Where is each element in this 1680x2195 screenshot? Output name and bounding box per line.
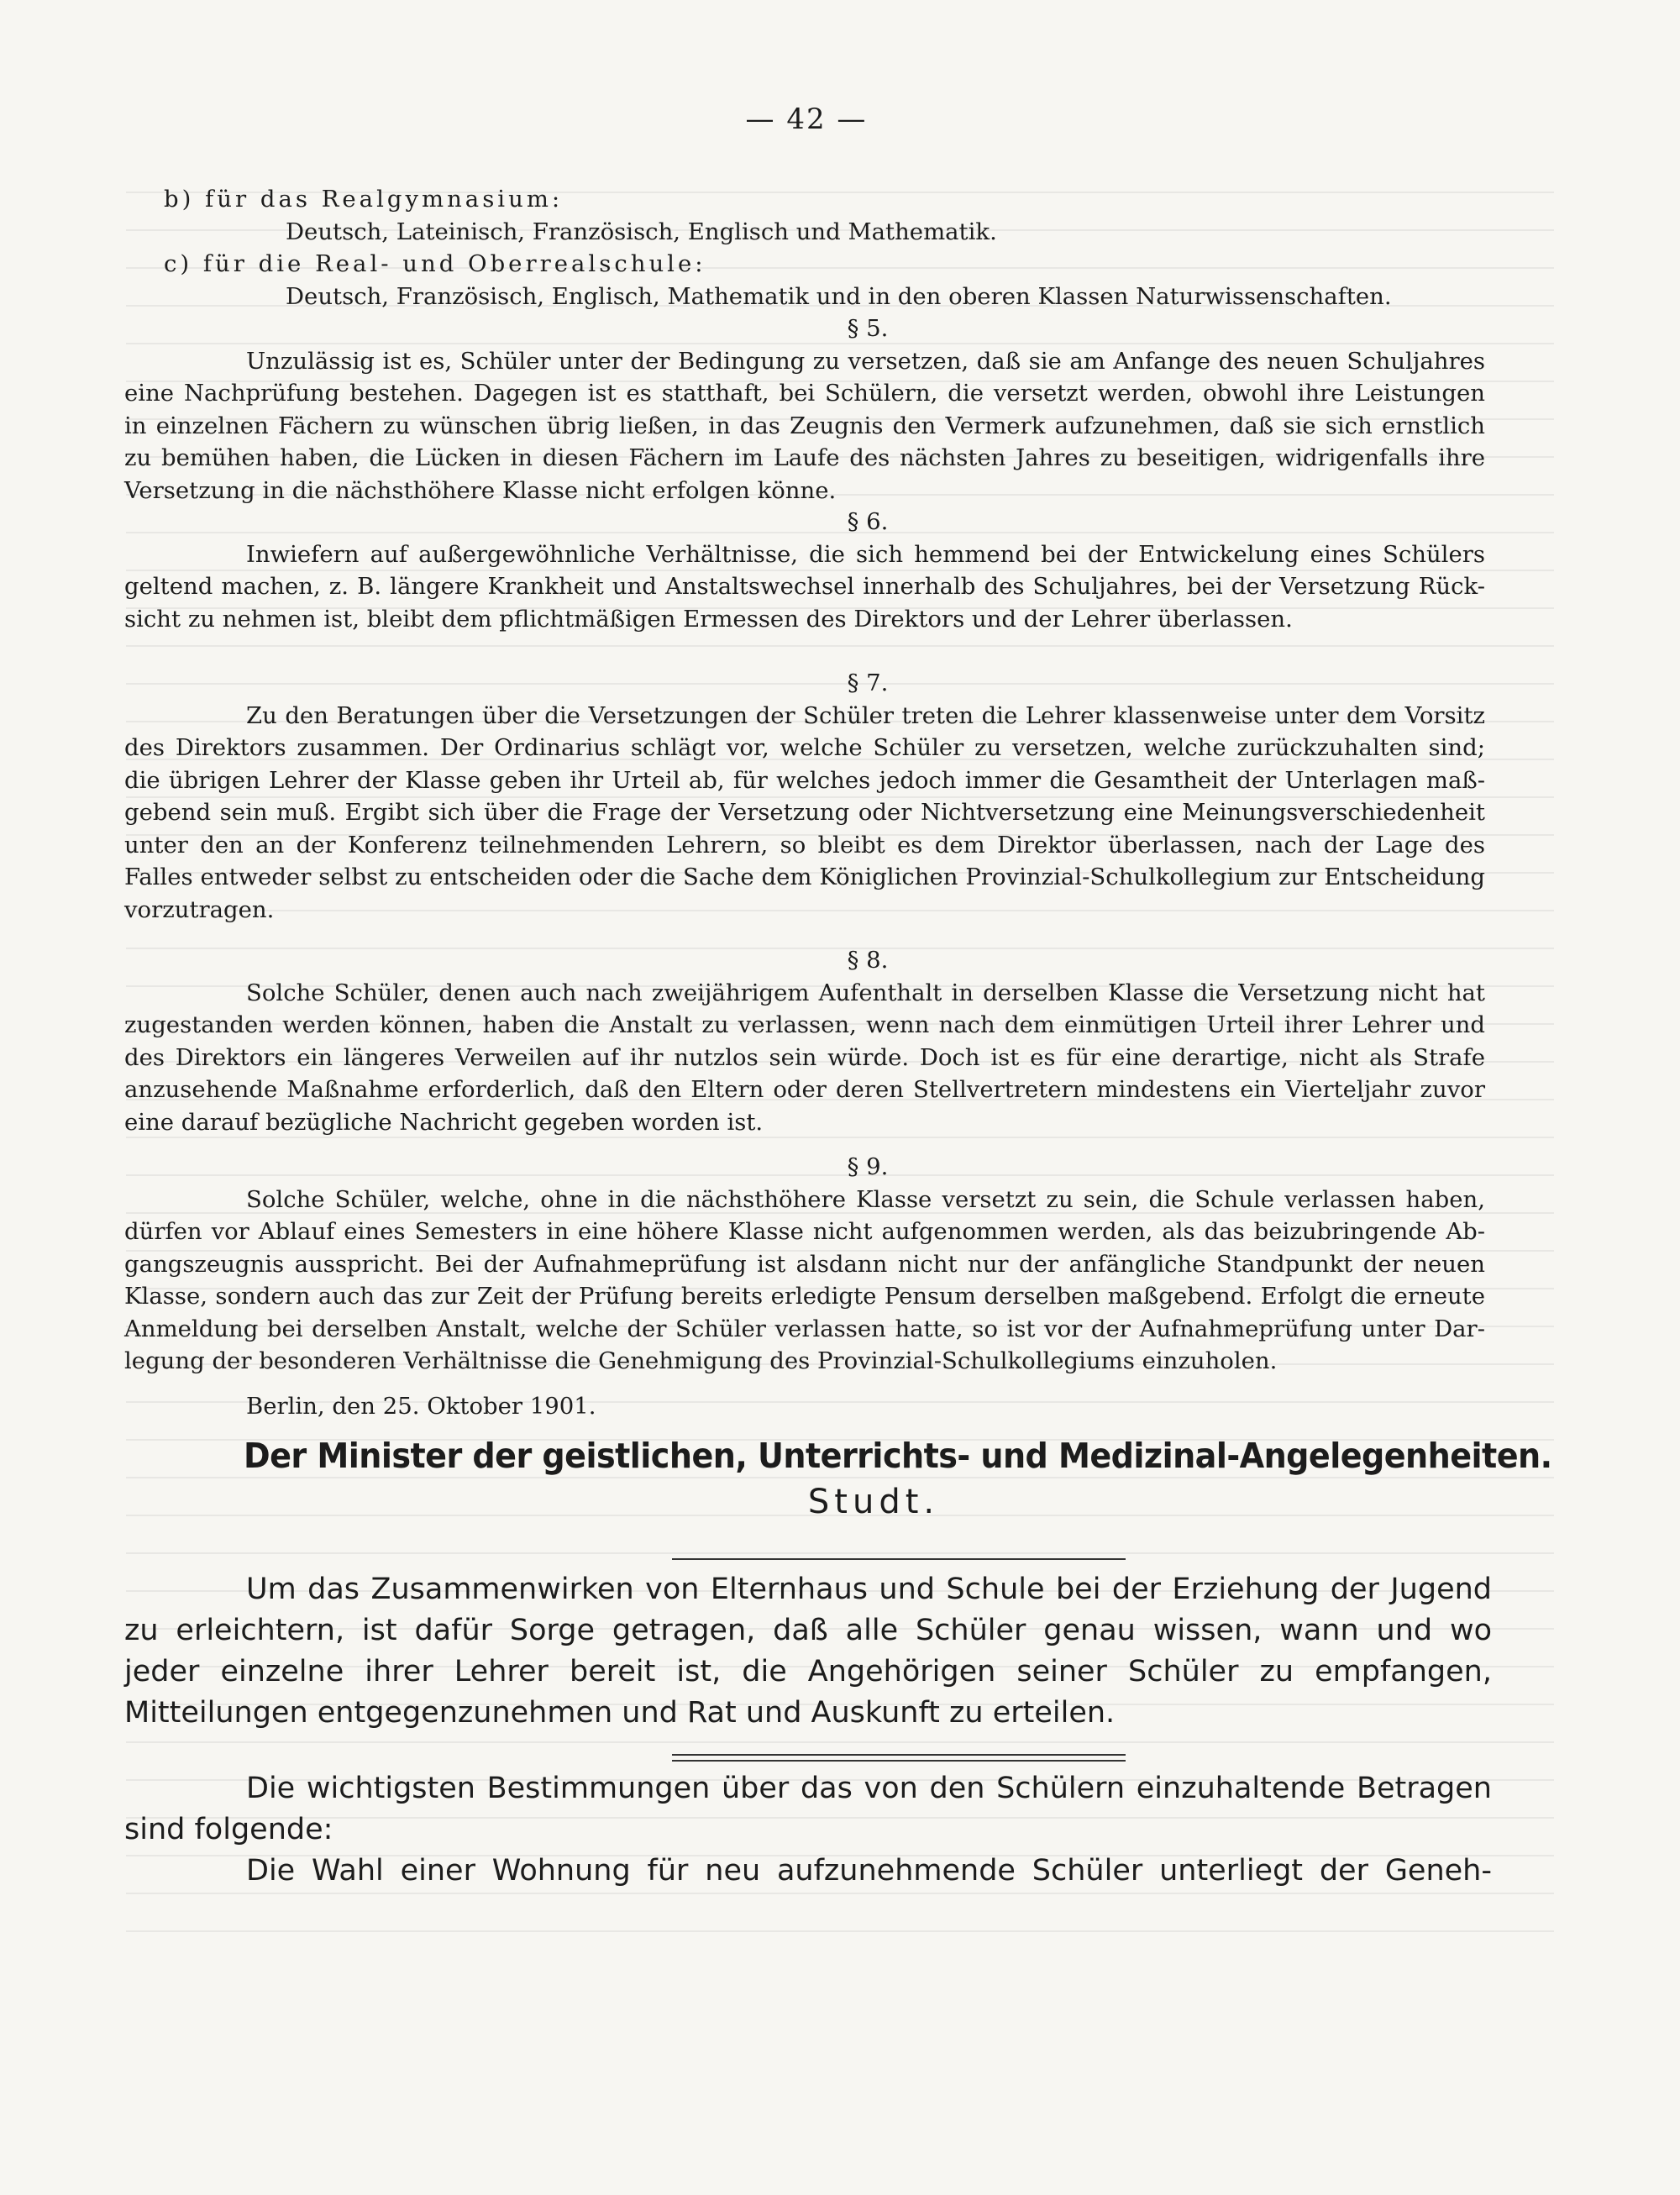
section-9-line: Solche Schüler, welche, ohne in die nächsthöhere Klasse versetzt zu sein, die Schule verlassen haben, bbox=[246, 1185, 1485, 1213]
subject-c-text: Deutsch, Französisch, Englisch, Mathematik und in den oberen Klassen Naturwissenschaften. bbox=[286, 282, 1392, 310]
section-7-line: gebend sein muß. Ergibt sich über die Frage der Versetzung oder Nichtversetzung eine Meinungsverschiedenheit bbox=[124, 799, 1485, 826]
section-5-heading: § 5. bbox=[847, 315, 889, 342]
section-5-line: eine Nachprüfung bestehen. Dagegen ist es statthaft, bei Schülern, die versetzt werden, obwohl ihre Leistungen bbox=[124, 380, 1485, 407]
notice-line: Mitteilungen entgegenzunehmen und Rat und Auskunft zu erteilen. bbox=[124, 1696, 1116, 1730]
section-7-heading: § 7. bbox=[847, 670, 889, 696]
section-9-line: Anmeldung bei derselben Anstalt, welche der Schüler verlassen hatte, so ist vor der Aufnahmeprüfung unter Dar- bbox=[124, 1315, 1485, 1342]
page-number: — 42 — bbox=[745, 102, 868, 136]
subject-b-label: b) für das Realgymnasium: bbox=[164, 186, 564, 213]
section-8-line: eine darauf bezügliche Nachricht gegeben worden ist. bbox=[124, 1108, 764, 1136]
section-7-line: die übrigen Lehrer der Klasse geben ihr Urteil ab, für welches jedoch immer die Gesamtheit der Unterlagen maß- bbox=[124, 766, 1485, 794]
parents-notice bbox=[124, 1569, 1492, 1734]
section-6-line: geltend machen, z. B. längere Krankheit und Anstaltswechsel innerhalb des Schuljahres, bei der Versetzung Rück- bbox=[124, 573, 1485, 600]
section-7-line: des Direktors zusammen. Der Ordinarius schlägt vor, welche Schüler zu versetzen, welche zurückzuhalten sind; bbox=[124, 734, 1485, 761]
section-6-line: sicht zu nehmen ist, bleibt dem pflichtmäßigen Ermessen des Direktors und der Lehrer überlassen. bbox=[124, 605, 1293, 633]
section-9 bbox=[124, 1151, 1485, 1378]
section-6 bbox=[124, 506, 1485, 635]
section-5-line: in einzelnen Fächern zu wünschen übrig ließen, in das Zeugnis den Vermerk aufzunehmen, daß sie sich ernstlich bbox=[124, 412, 1485, 439]
subject-b-text: Deutsch, Lateinisch, Französisch, Englisch und Mathematik. bbox=[286, 218, 997, 245]
ministry-title: Der Minister der geistlichen, Unterrichts- und Medizinal-Angelegenheiten. bbox=[244, 1436, 1552, 1476]
conduct-line: Die wichtigsten Bestimmungen über das von den Schülern einzuhaltende Betragen bbox=[246, 1772, 1492, 1805]
section-9-line: Klasse, sondern auch das zur Zeit der Prüfung bereits erledigte Pensum derselben maßgebend. Erfolgt die erneute bbox=[124, 1283, 1485, 1310]
section-5-line: zu bemühen haben, die Lücken in diesen Fächern im Laufe des nächsten Jahres zu beseitigen, widrigenfalls ihre bbox=[124, 444, 1485, 471]
place-date: Berlin, den 25. Oktober 1901. bbox=[246, 1393, 596, 1420]
section-9-heading: § 9. bbox=[847, 1153, 889, 1180]
conduct-line: sind folgende: bbox=[124, 1813, 333, 1846]
section-9-line: legung der besonderen Verhältnisse die Genehmigung des Provinzial-Schulkollegiums einzuholen. bbox=[124, 1347, 1278, 1374]
section-7-line: Falles entweder selbst zu entscheiden oder die Sache dem Königlichen Provinzial-Schulkollegium zur Entscheidung bbox=[124, 864, 1485, 890]
signature-date bbox=[124, 1390, 1485, 1423]
signatory-name: Studt. bbox=[807, 1483, 940, 1521]
subjects-section bbox=[124, 183, 1485, 312]
section-8-line: Solche Schüler, denen auch nach zweijährigem Aufenthalt in derselben Klasse die Versetzung nicht hat bbox=[246, 979, 1485, 1006]
notice-line: jeder einzelne ihrer Lehrer bereit ist, die Angehörigen seiner Schüler zu empfangen, bbox=[124, 1655, 1492, 1688]
section-8-line: anzusehende Maßnahme erforderlich, daß den Eltern oder deren Stellvertretern mindestens ein Vierteljahr zuvor bbox=[124, 1076, 1485, 1103]
notice-line: zu erleichtern, ist dafür Sorge getragen, daß alle Schüler genau wissen, wann und wo bbox=[124, 1614, 1492, 1647]
section-6-line: Inwiefern auf außergewöhnliche Verhältnisse, die sich hemmend bei der Entwickelung eines Schülers bbox=[246, 540, 1485, 568]
section-9-line: gangszeugnis ausspricht. Bei der Aufnahmeprüfung ist alsdann nicht nur der anfängliche Standpunkt der neuen bbox=[124, 1250, 1485, 1278]
section-7-line: vorzutragen. bbox=[124, 895, 275, 923]
section-8-heading: § 8. bbox=[847, 947, 889, 974]
section-5-line: Versetzung in die nächsthöhere Klasse nicht erfolgen könne. bbox=[124, 476, 837, 504]
divider-rule bbox=[672, 1558, 1126, 1560]
notice-line: Um das Zusammenwirken von Elternhaus und Schule bei der Erziehung der Jugend bbox=[246, 1573, 1492, 1606]
section-6-heading: § 6. bbox=[847, 508, 889, 535]
subject-c-label: c) für die Real- und Oberrealschule: bbox=[164, 250, 706, 277]
double-rule-bottom bbox=[672, 1760, 1126, 1762]
section-8-line: des Direktors ein längeres Verweilen auf ihr nutzlos sein würde. Doch ist es für eine derartige, nicht als Strafe bbox=[124, 1043, 1485, 1071]
conduct-rules bbox=[124, 1768, 1492, 1892]
section-7 bbox=[124, 667, 1485, 926]
section-5 bbox=[124, 312, 1485, 507]
section-8-line: zugestanden werden können, haben die Anstalt zu verlassen, wenn nach dem einmütigen Urteil ihrer Lehrer und bbox=[124, 1011, 1485, 1038]
section-7-line: unter den an der Konferenz teilnehmenden Lehrern, so bleibt es dem Direktor überlassen, nach der Lage des bbox=[124, 831, 1485, 859]
conduct-line: Die Wahl einer Wohnung für neu aufzunehmende Schüler unterliegt der Geneh- bbox=[246, 1854, 1492, 1888]
double-rule-top bbox=[672, 1754, 1126, 1756]
section-8 bbox=[124, 944, 1485, 1138]
section-7-line: Zu den Beratungen über die Versetzungen der Schüler treten die Lehrer klassenweise unter dem Vorsitz bbox=[246, 701, 1485, 729]
section-9-line: dürfen vor Ablauf eines Semesters in eine höhere Klasse nicht aufgenommen werden, als das beizubringende Ab- bbox=[124, 1218, 1485, 1245]
section-5-line: Unzulässig ist es, Schüler unter der Bedingung zu versetzen, daß sie am Anfange des neuen Schuljahres bbox=[246, 347, 1485, 375]
